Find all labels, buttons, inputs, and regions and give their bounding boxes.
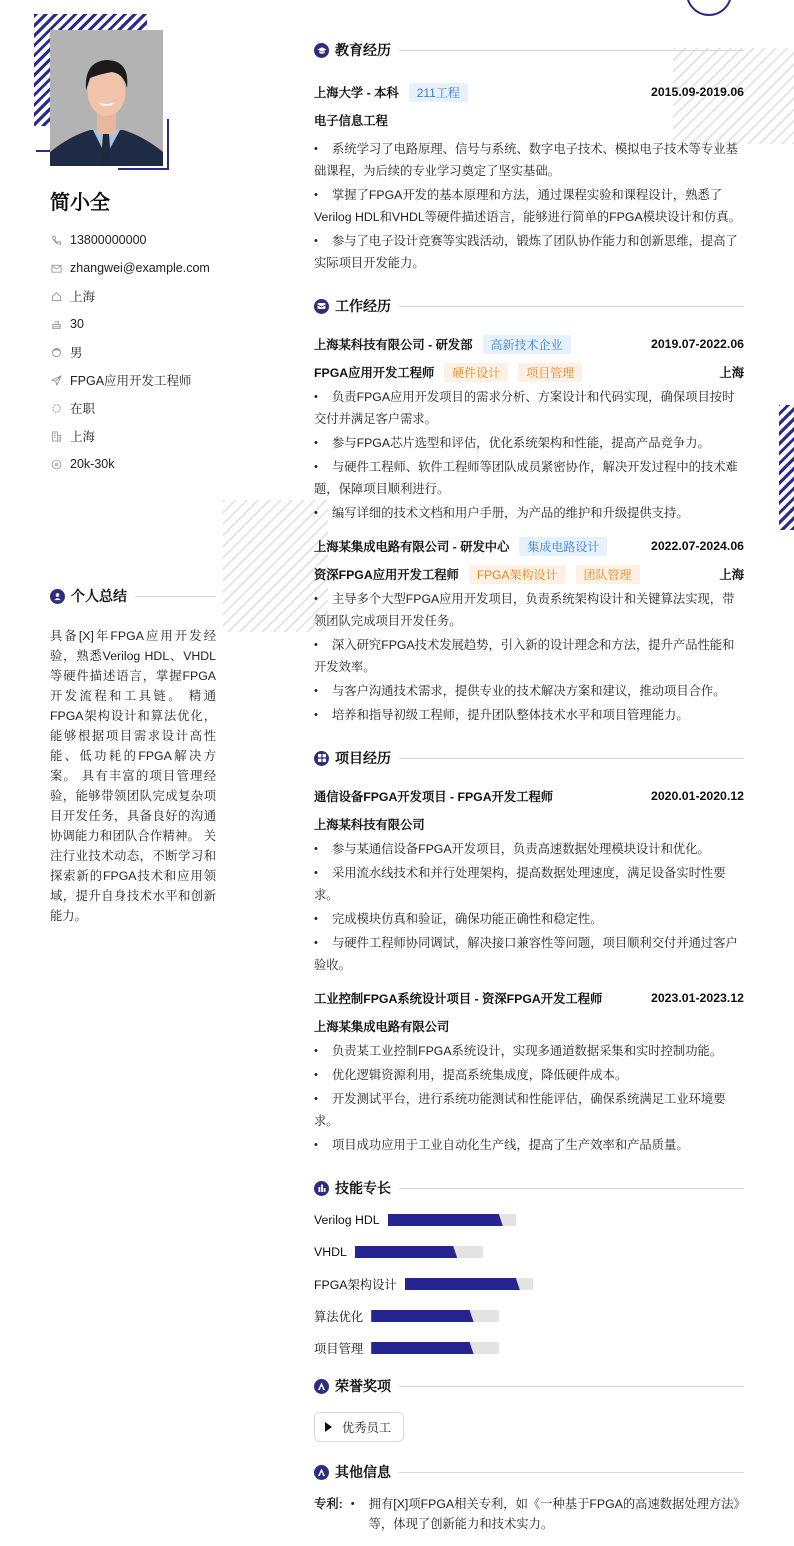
skill-item (314, 1300, 535, 1332)
project-date: 2023.01-2023.12 (651, 991, 744, 1005)
status-icon (50, 402, 62, 414)
send-icon (50, 374, 62, 386)
education-date: 2015.09-2019.06 (651, 85, 744, 99)
info-salary-text: 20k-30k (70, 457, 115, 471)
award-item (314, 1412, 404, 1442)
education-entry (314, 78, 744, 274)
info-icon (314, 1465, 329, 1480)
list-item: • 系统学习了电路原理、信号与系统、数字电子技术、模拟电子技术等专业基础课程，为后续的专业学习奠定了坚实基础。 (314, 138, 744, 182)
section-divider (399, 306, 744, 307)
work-location: 上海 (719, 568, 744, 582)
skill-name: 项目管理 (314, 1342, 364, 1356)
list-item: • 采用流水线技术和并行处理架构，提高数据处理速度，满足设备实时性要求。 (314, 862, 744, 906)
role-tag: 硬件设计 (444, 363, 508, 382)
skill-bar (405, 1278, 533, 1290)
list-item: • 完成模块仿真和验证，确保功能正确性和稳定性。 (314, 908, 744, 930)
project-entry (314, 782, 744, 976)
project-entry-header (314, 782, 744, 810)
list-item: • 开发测试平台，进行系统功能测试和性能评估，确保系统满足工业环境要求。 (314, 1088, 744, 1132)
grid-icon (314, 751, 329, 766)
award-icon (314, 1379, 329, 1394)
decor-stripes-right (779, 405, 794, 530)
work-section (314, 296, 744, 726)
summary-title: 个人总结 (71, 588, 127, 604)
skill-name: Verilog HDL (314, 1213, 380, 1227)
info-phone-text: 13800000000 (70, 233, 147, 247)
role-tag: 团队管理 (576, 565, 640, 584)
skill-name: FPGA架构设计 (314, 1278, 397, 1292)
project-company: 上海某科技有限公司 (314, 818, 425, 832)
education-bullets (314, 138, 744, 274)
project-company: 上海某集成电路有限公司 (314, 1020, 450, 1034)
avatar-photo (50, 30, 163, 166)
company-tag: 集成电路设计 (519, 537, 607, 556)
building-icon (50, 430, 62, 442)
skill-bar-fill (355, 1246, 457, 1258)
project-name: 通信设备FPGA开发项目 - FPGA开发工程师 (314, 790, 554, 804)
school-name: 上海大学 - 本科 (314, 86, 399, 100)
bar-chart-icon (314, 1181, 329, 1196)
user-icon (50, 589, 65, 604)
list-item: • 深入研究FPGA技术发展趋势，引入新的设计理念和方法，提升产品性能和开发效率。 (314, 634, 744, 678)
list-item: • 优化逻辑资源利用，提高系统集成度，降低硬件成本。 (314, 1064, 744, 1086)
awards-section (314, 1376, 744, 1442)
summary-header (50, 586, 216, 606)
list-item: • 掌握了FPGA开发的基本原理和方法，通过课程实验和课程设计，熟悉了Verilog HDL和VHDL等硬件描述语言，能够进行简单的FPGA模块设计和仿真。 (314, 184, 744, 228)
project-company-row (314, 810, 744, 838)
work-date: 2019.07-2022.06 (651, 337, 744, 351)
info-city-text: 上海 (70, 430, 96, 444)
summary-section (50, 586, 216, 926)
skill-bar-fill (405, 1278, 520, 1290)
work-bullets (314, 386, 744, 524)
work-date: 2022.07-2024.06 (651, 539, 744, 553)
education-header (314, 40, 744, 60)
skill-bar-fill (388, 1214, 503, 1226)
age-icon (50, 318, 62, 330)
projects-section (314, 748, 744, 1156)
info-age-text: 30 (70, 317, 84, 331)
info-city (50, 422, 230, 450)
awards-title: 荣誉奖项 (335, 1378, 391, 1394)
list-item: • 主导多个大型FPGA应用开发项目，负责系统架构设计和关键算法实现，带领团队完成项目开发任务。 (314, 588, 744, 632)
salary-icon (50, 458, 62, 470)
other-header (314, 1462, 744, 1482)
company-tag: 高新技术企业 (483, 335, 571, 354)
project-bullets (314, 1040, 744, 1156)
home-icon (50, 290, 62, 302)
project-name: 工业控制FPGA系统设计项目 - 资深FPGA开发工程师 (314, 992, 603, 1006)
info-salary (50, 450, 230, 478)
info-phone (50, 226, 230, 254)
list-item: • 与硬件工程师、软件工程师等团队成员紧密协作，解决开发过程中的技术难题，保障项目顺利进行。 (314, 456, 744, 500)
other-key: 专利: (314, 1497, 343, 1511)
list-item: • 参与FPGA芯片选型和评估，优化系统架构和性能，提高产品竞争力。 (314, 432, 744, 454)
skill-bar (371, 1310, 499, 1322)
project-entry-header (314, 984, 744, 1012)
section-divider (399, 50, 744, 51)
list-item: • 与硬件工程师协同调试，解决接口兼容性等问题，项目顺利交付并通过客户验收。 (314, 932, 744, 976)
info-job (50, 366, 230, 394)
candidate-name: 简小全 (50, 192, 110, 214)
skill-item (314, 1332, 535, 1364)
work-role-row (314, 358, 744, 386)
education-major-row (314, 106, 744, 134)
phone-icon (50, 234, 62, 246)
education-entry-header (314, 78, 744, 106)
skill-item (314, 1236, 535, 1268)
info-email-text: zhangwei@example.com (70, 261, 210, 275)
other-item (314, 1494, 744, 1534)
list-item: • 项目成功应用于工业自动化生产线，提高了生产效率和产品质量。 (314, 1134, 744, 1156)
work-header (314, 296, 744, 316)
skill-bar (388, 1214, 516, 1226)
project-entry (314, 984, 744, 1156)
avatar-image (50, 30, 163, 166)
company-name: 上海某集成电路有限公司 - 研发中心 (314, 540, 510, 554)
summary-text: 具备[X]年FPGA应用开发经验，熟悉Verilog HDL、VHDL等硬件描述语言，掌握FPGA开发流程和工具链。 精通FPGA架构设计和算法优化，能够根据项目需求设计高性能、低功耗的FPGA解决方案。 具有丰富的项目管理经验，能够带领团队完成复杂项目开发任务，具备良好的沟通协调能力和团队合作精神。 关注行业技术动态，不断学习和探索新的FPGA技术和应用领域，提升自身技术水平和创新能力。 (50, 629, 216, 923)
education-section (314, 40, 744, 274)
list-item: • 编写详细的技术文档和用户手册，为产品的维护和升级提供支持。 (314, 502, 744, 524)
briefcase-icon (314, 299, 329, 314)
projects-header (314, 748, 744, 768)
list-item: • 负责FPGA应用开发项目的需求分析、方案设计和代码实现，确保项目按时交付并满足客户需求。 (314, 386, 744, 430)
work-entry (314, 532, 744, 726)
section-divider (135, 596, 216, 597)
project-company-row (314, 1012, 744, 1040)
contact-info-list (50, 226, 230, 478)
other-section (314, 1462, 744, 1534)
work-location: 上海 (719, 366, 744, 380)
section-divider (399, 758, 744, 759)
gender-icon (50, 346, 62, 358)
info-gender-text: 男 (70, 346, 83, 360)
work-title: 工作经历 (335, 298, 391, 314)
main-column (314, 40, 744, 1546)
role-title: FPGA应用开发工程师 (314, 366, 435, 380)
list-item: • 参与某通信设备FPGA开发项目，负责高速数据处理模块设计和优化。 (314, 838, 744, 860)
award-name: 优秀员工 (342, 1421, 392, 1435)
company-name: 上海某科技有限公司 - 研发部 (314, 338, 473, 352)
role-tag: FPGA架构设计 (469, 565, 566, 584)
awards-header (314, 1376, 744, 1396)
skills-list (314, 1204, 744, 1364)
list-item: • 参与了电子设计竞赛等实践活动，锻炼了团队协作能力和创新思维，提高了实际项目开发能力。 (314, 230, 744, 274)
play-triangle-icon (325, 1422, 332, 1432)
list-item: • 培养和指导初级工程师，提升团队整体技术水平和项目管理能力。 (314, 704, 744, 726)
project-bullets (314, 838, 744, 976)
list-item: • 与客户沟通技术需求，提供专业的技术解决方案和建议，推动项目合作。 (314, 680, 744, 702)
info-status (50, 394, 230, 422)
skills-header (314, 1178, 744, 1198)
skill-name: VHDL (314, 1245, 347, 1259)
school-tag: 211工程 (409, 83, 468, 102)
list-item: • 负责某工业控制FPGA系统设计，实现多通道数据采集和实时控制功能。 (314, 1040, 744, 1062)
work-entry-header (314, 532, 744, 560)
skill-bar-fill (371, 1310, 473, 1322)
info-status-text: 在职 (70, 402, 96, 416)
info-age (50, 310, 230, 338)
mail-icon (50, 262, 62, 274)
skill-item (314, 1204, 535, 1236)
skill-bar-fill (371, 1342, 473, 1354)
skills-section (314, 1178, 744, 1364)
skill-bar (355, 1246, 483, 1258)
education-title: 教育经历 (335, 42, 391, 58)
other-title: 其他信息 (335, 1464, 391, 1480)
other-value: • 拥有[X]项FPGA相关专利，如《一种基于FPGA的高速数据处理方法》等，体现了创新能力和技术实力。 (351, 1494, 744, 1534)
skill-item (314, 1268, 535, 1300)
work-entry (314, 330, 744, 524)
skills-title: 技能专长 (335, 1180, 391, 1196)
info-home-text: 上海 (70, 290, 96, 304)
info-gender (50, 338, 230, 366)
skill-bar (371, 1342, 499, 1354)
role-tag: 项目管理 (518, 363, 582, 382)
section-divider (399, 1386, 744, 1387)
decor-stripes-light-mid (223, 500, 328, 632)
decor-circle-top (686, 0, 732, 16)
skill-name: 算法优化 (314, 1310, 364, 1324)
project-date: 2020.01-2020.12 (651, 789, 744, 803)
work-role-row (314, 560, 744, 588)
section-divider (399, 1472, 744, 1473)
role-title: 资深FPGA应用开发工程师 (314, 568, 459, 582)
graduation-cap-icon (314, 43, 329, 58)
projects-title: 项目经历 (335, 750, 391, 766)
work-bullets (314, 588, 744, 726)
section-divider (399, 1188, 744, 1189)
major: 电子信息工程 (314, 114, 388, 128)
work-entry-header (314, 330, 744, 358)
info-email (50, 254, 230, 282)
info-job-text: FPGA应用开发工程师 (70, 374, 192, 388)
info-home (50, 282, 230, 310)
